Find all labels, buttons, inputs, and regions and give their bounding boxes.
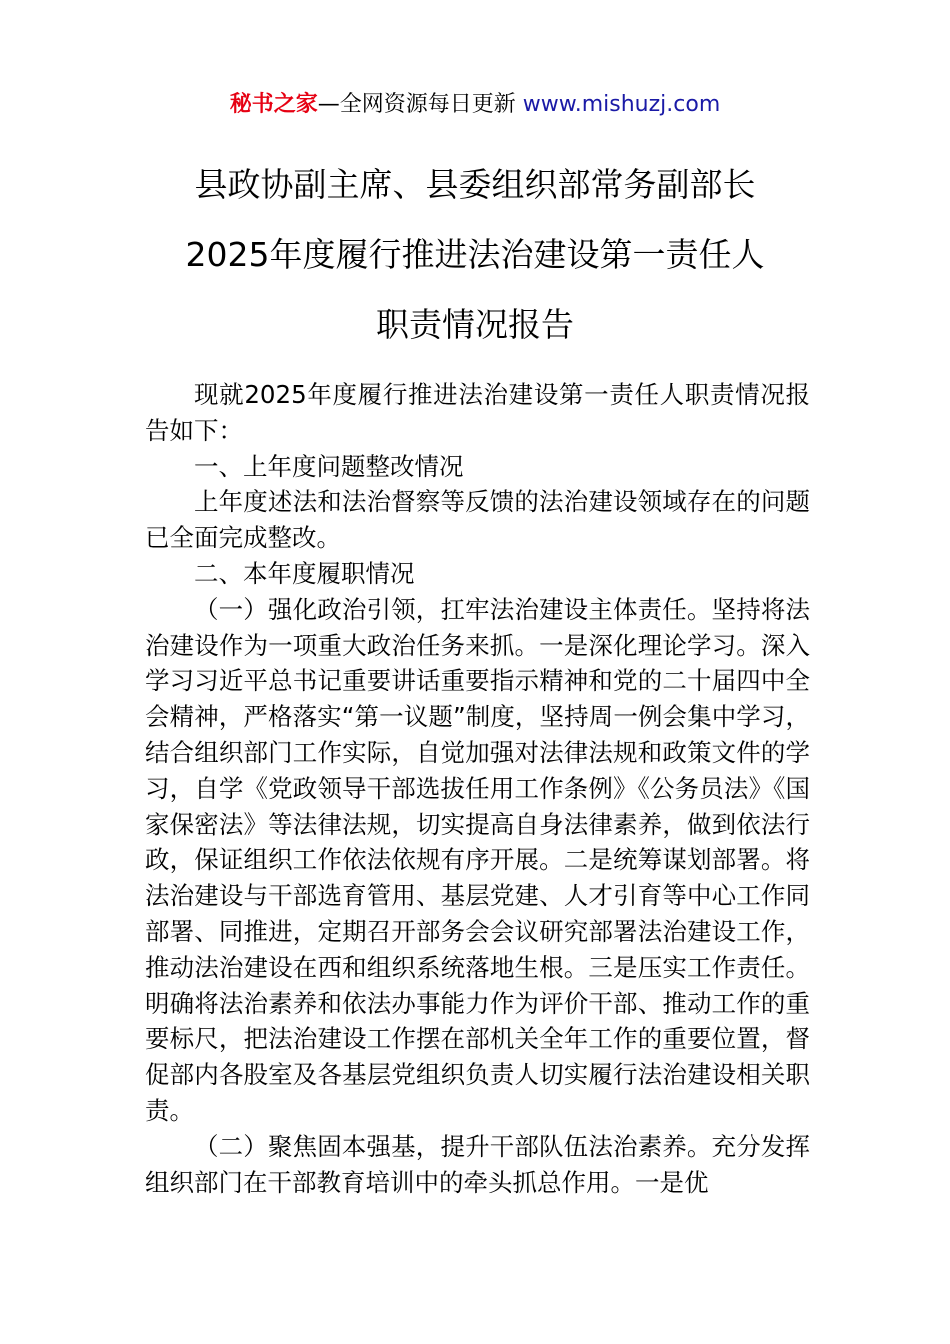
title-line-1: 县政协副主席、县委组织部常务副部长 (194, 165, 756, 204)
intro-paragraph: 现就2025年度履行推进法治建设第一责任人职责情况报告如下： (145, 380, 810, 445)
section-2-paragraph-2: （二）聚焦固本强基，提升干部队伍法治素养。充分发挥组织部门在干部教育培训中的牵头抓总作用。一是优 (145, 1131, 810, 1197)
document-body (145, 377, 810, 1200)
title-line-2: 2025年度履行推进法治建设第一责任人 (185, 235, 765, 274)
site-banner (0, 88, 950, 122)
section-2-paragraph-1: （一）强化政治引领，扛牢法治建设主体责任。坚持将法治建设作为一项重大政治任务来抓。一是深化理论学习。深入学习习近平总书记重要讲话重要指示精神和党的二十届四中全会精神，严格落实“第一议题”制度，坚持周一例会集中学习，结合组织部门工作实际，自觉加强对法律法规和政策文件的学习，自学《党政领导干部选拔任用工作条例》《公务员法》《国家保密法》等法律法规，切实提高自身法律素养，做到依法行政，保证组织工作依法依规有序开展。二是统筹谋划部署。将法治建设与干部选育管用、基层党建、人才引育等中心工作同部署、同推进，定期召开部务会会议研究部署法治建设工作，推动法治建设在西和组织系统落地生根。三是压实工作责任。明确将法治素养和依法办事能力作为评价干部、推动工作的重要标尺，把法治建设工作摆在部机关全年工作的重要位置，督促部内各股室及各基层党组织负责人切实履行法治建设相关职责。 (145, 594, 810, 1125)
section-1-text: 上年度述法和法治督察等反馈的法治建设领域存在的问题已全面完成整改。 (145, 487, 810, 553)
document-title (0, 150, 950, 360)
site-tagline: —全网资源每日更新 (317, 92, 523, 117)
section-2-heading: 二、本年度履职情况 (194, 558, 415, 588)
site-url[interactable]: www.mishuzj.com (522, 92, 721, 117)
site-brand: 秘书之家 (229, 92, 318, 117)
section-1-heading: 一、上年度问题整改情况 (194, 451, 464, 481)
title-line-3: 职责情况报告 (376, 305, 574, 344)
